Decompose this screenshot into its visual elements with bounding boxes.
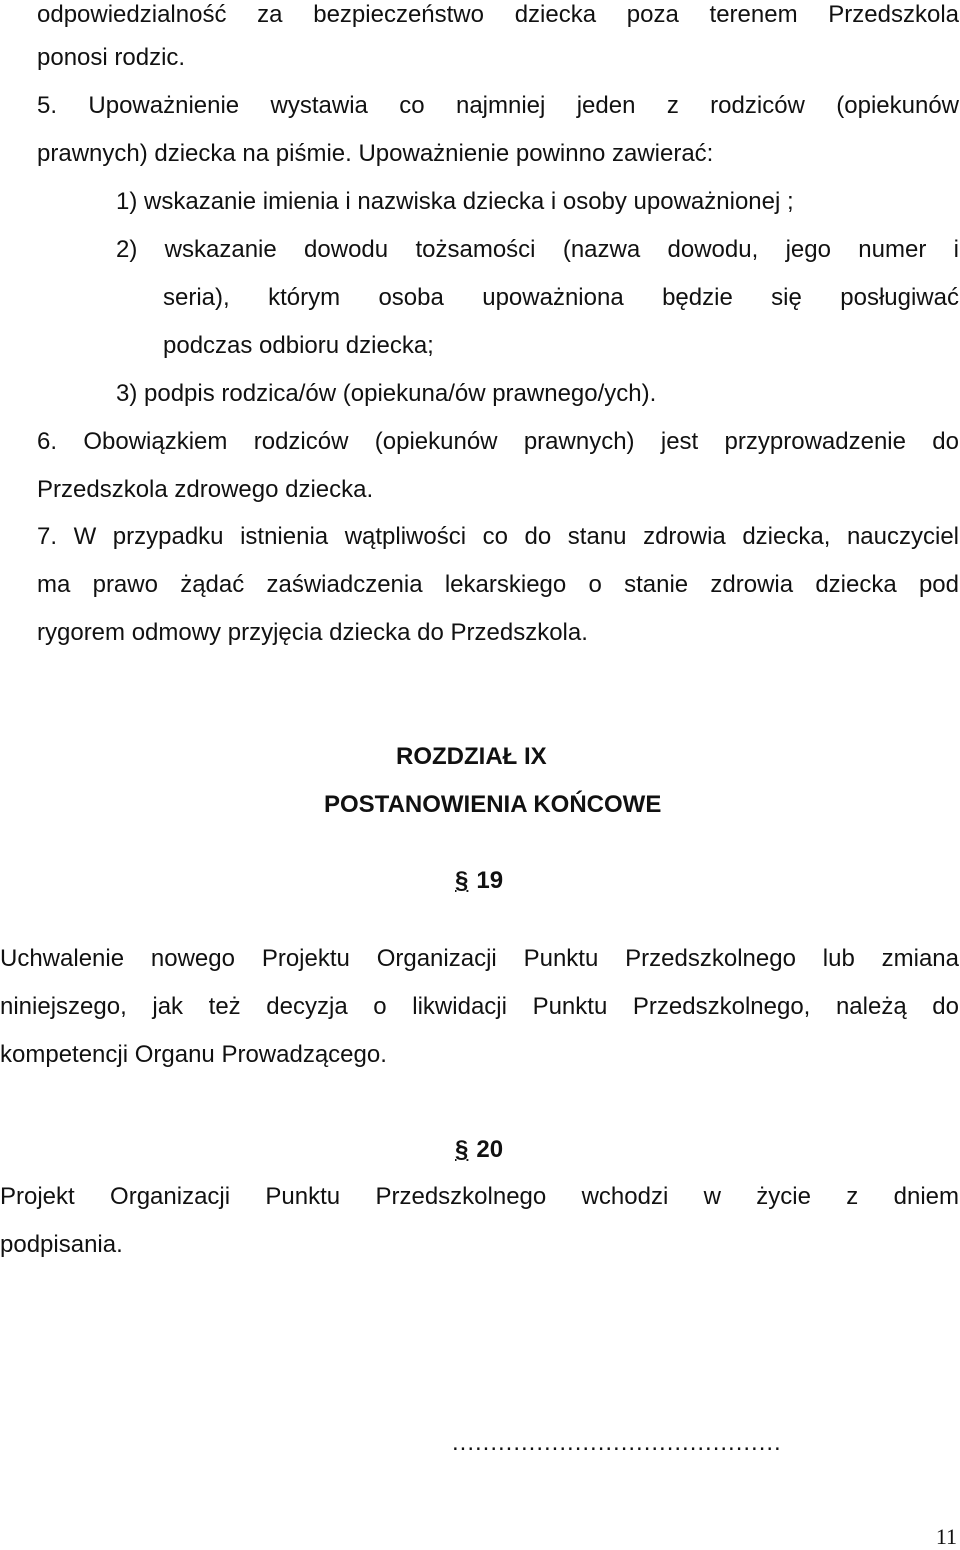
- text-line: ponosi rodzic.: [37, 44, 186, 71]
- list-item: 2) wskazanie dowodu tożsamości (nazwa dowodu, jego numer i: [116, 236, 959, 263]
- section-number: 20: [476, 1136, 504, 1163]
- text-line: rygorem odmowy przyjęcia dziecka do Przedszkola.: [37, 619, 588, 646]
- text-line: prawnych) dziecka na piśmie. Upoważnienie powinno zawierać:: [37, 140, 714, 167]
- section-heading-19: [455, 866, 503, 896]
- text-line: Uchwalenie nowego Projektu Organizacji Punktu Przedszkolnego lub zmiana: [0, 945, 959, 972]
- text-line: ma prawo żądać zaświadczenia lekarskiego o stanie zdrowia dziecka pod: [37, 571, 959, 598]
- text-line: 5. Upoważnienie wystawia co najmniej jeden z rodziców (opiekunów: [37, 92, 959, 119]
- text-line: 7. W przypadku istnienia wątpliwości co do stanu zdrowia dziecka, nauczyciel: [37, 523, 959, 550]
- signature-line: ...........................................: [452, 1429, 782, 1456]
- text-line: odpowiedzialność za bezpieczeństwo dziecka poza terenem Przedszkola: [37, 1, 959, 28]
- section-symbol: §: [455, 867, 469, 894]
- text-line: niniejszego, jak też decyzja o likwidacji Punktu Przedszkolnego, należą do: [0, 993, 959, 1020]
- text-line: podpisania.: [0, 1231, 123, 1258]
- page-number: 11: [935, 1524, 957, 1549]
- text-line: podczas odbioru dziecka;: [163, 332, 434, 359]
- text-line: kompetencji Organu Prowadzącego.: [0, 1041, 387, 1068]
- section-number: 19: [476, 867, 504, 894]
- list-item: 1) wskazanie imienia i nazwiska dziecka i osoby upoważnionej ;: [116, 188, 794, 215]
- text-line: 6. Obowiązkiem rodziców (opiekunów prawnych) jest przyprowadzenie do: [37, 428, 959, 455]
- text-line: Przedszkola zdrowego dziecka.: [37, 476, 374, 503]
- list-item: 3) podpis rodzica/ów (opiekuna/ów prawnego/ych).: [116, 380, 657, 407]
- text-line: Projekt Organizacji Punktu Przedszkolnego wchodzi w życie z dniem: [0, 1183, 959, 1210]
- section-heading-20: [455, 1135, 503, 1165]
- text-line: seria), którym osoba upoważniona będzie się posługiwać: [163, 284, 959, 311]
- section-symbol: §: [455, 1136, 469, 1163]
